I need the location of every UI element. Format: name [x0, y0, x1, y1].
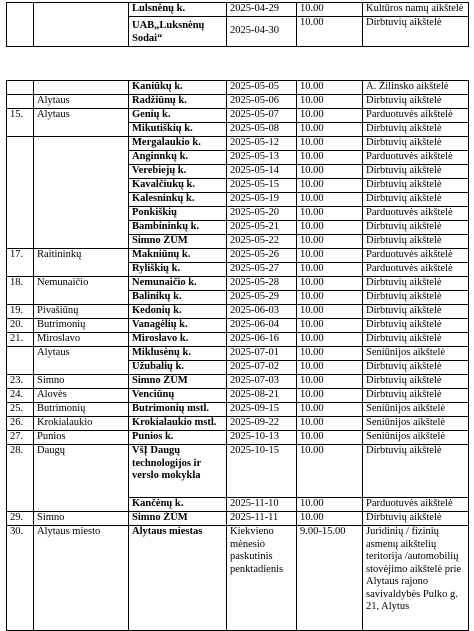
cell-time: 10.00	[297, 389, 363, 403]
cell-time: 10.00	[297, 319, 363, 333]
cell-location: Seniūnijos aikštelė	[363, 403, 469, 417]
cell-location: Dirbtuvių aikštelė	[363, 512, 469, 526]
cell-place: Kedonių k.	[129, 305, 227, 319]
cell-time: 10.00	[297, 263, 363, 277]
cell-date: 2025-05-29	[227, 291, 297, 305]
cell-date: 2025-06-16	[227, 333, 297, 347]
cell-nr	[7, 347, 34, 375]
table-row	[7, 512, 469, 526]
cell-time: 10.00	[297, 165, 363, 179]
cell-location: Dirbtuvių aikštelė	[363, 375, 469, 389]
cell-date: 2025-05-19	[227, 193, 297, 207]
cell-location: Dirbtuvių aikštelė	[363, 319, 469, 333]
cell-place: Kavalčiukų k.	[129, 179, 227, 193]
cell-location: Seniūnijos aikštelė	[363, 431, 469, 445]
cell-time: 10.00	[297, 137, 363, 151]
cell-place: Lulsnėnų k.	[129, 3, 227, 17]
cell-nr: 29.	[7, 512, 34, 526]
cell-time: 9.00-15.00	[297, 526, 363, 631]
cell-area: Alytaus	[34, 347, 129, 375]
cell-date: 2025-10-13	[227, 431, 297, 445]
cell-time: 10.00	[297, 235, 363, 249]
cell-date: 2025-05-26	[227, 249, 297, 263]
cell-date: 2025-05-20	[227, 207, 297, 221]
cell-nr: 27.	[7, 431, 34, 445]
cell-time: 10.00	[297, 277, 363, 291]
table-row	[7, 81, 469, 95]
cell-place: Anginnkų k.	[129, 151, 227, 165]
cell-date: 2025-05-08	[227, 123, 297, 137]
cell-location: Dirbtuvių aikštelė	[363, 123, 469, 137]
table-row	[7, 389, 469, 403]
cell-location: Dirbtuvių aikštelė	[363, 277, 469, 291]
cell-date: 2025-05-21	[227, 221, 297, 235]
cell-date: 2025-09-22	[227, 417, 297, 431]
cell-place: Nemunaičio k.	[129, 277, 227, 291]
cell-area	[34, 81, 129, 95]
cell-date: 2025-06-03	[227, 305, 297, 319]
cell-date: 2025-05-15	[227, 179, 297, 193]
schedule-table-top	[6, 2, 469, 47]
table-row	[7, 445, 469, 498]
cell-time: 10.00	[297, 109, 363, 123]
cell-nr	[7, 137, 34, 249]
cell-nr: 26.	[7, 417, 34, 431]
cell-place: Mergalaukio k.	[129, 137, 227, 151]
cell-place: Simno ŽŪM	[129, 375, 227, 389]
cell-nr	[7, 81, 34, 95]
table-row	[7, 417, 469, 431]
cell-nr: 21.	[7, 333, 34, 347]
cell-date: 2025-11-10	[227, 498, 297, 512]
cell-area	[34, 137, 129, 249]
cell-area: Punios	[34, 431, 129, 445]
cell-location: Dirbtuvių aikštelė	[363, 361, 469, 375]
cell-location: Seniūnijos aikštelė	[363, 347, 469, 361]
cell-date: 2025-07-02	[227, 361, 297, 375]
cell-place: Krokialaukio mstl.	[129, 417, 227, 431]
cell-area: Miroslavo	[34, 333, 129, 347]
table-row	[7, 277, 469, 291]
cell-area: Alytaus	[34, 109, 129, 137]
cell-date: 2025-05-22	[227, 235, 297, 249]
cell-location: Parduotuvės aikštelė	[363, 249, 469, 263]
cell-place: Alytaus miestas	[129, 526, 227, 631]
cell-area: Krokialaukio	[34, 417, 129, 431]
cell-place: VšĮ Daugų technologijos ir verslo mokykla	[129, 445, 227, 498]
cell-time: 10.00	[297, 207, 363, 221]
cell-date: 2025-05-06	[227, 95, 297, 109]
cell-location: Dirbtuvių aikštelė	[363, 179, 469, 193]
cell-time: 10.00	[297, 417, 363, 431]
cell-location: Juridinių / fizinių asmenų aikštelių teritorija /automobilių stovėjimo aikštelė prie Alytaus rajono savivaldybės Pulko g. 21, Alytus	[363, 526, 469, 631]
cell-nr	[7, 3, 34, 47]
table-row	[7, 403, 469, 417]
cell-location: Parduotuvės aikštelė	[363, 151, 469, 165]
cell-location: Parduotuvės aikštelė	[363, 207, 469, 221]
cell-time: 10.00	[297, 431, 363, 445]
cell-time: 10.00	[297, 361, 363, 375]
cell-time: 10.00	[297, 347, 363, 361]
cell-area: Daugų	[34, 445, 129, 512]
cell-time: 10.00	[297, 403, 363, 417]
cell-place: Bambininkų k.	[129, 221, 227, 235]
cell-time: 10.00	[297, 498, 363, 512]
cell-time: 10.00	[297, 3, 363, 17]
cell-nr: 28.	[7, 445, 34, 512]
table-row	[7, 137, 469, 151]
cell-place: Ponkiškių	[129, 207, 227, 221]
cell-place: Butrimonių mstl.	[129, 403, 227, 417]
cell-nr: 20.	[7, 319, 34, 333]
cell-location: Dirbtuvių aikštelė	[363, 389, 469, 403]
cell-place: Kalesninkų k.	[129, 193, 227, 207]
cell-location: Dirbtuvių aikštelė	[363, 165, 469, 179]
cell-time: 10.00	[297, 221, 363, 235]
cell-location: A. Žilinsko aikštelė	[363, 81, 469, 95]
cell-date: 2025-09-15	[227, 403, 297, 417]
cell-date: 2025-04-30	[227, 17, 297, 47]
table-row	[7, 319, 469, 333]
cell-location: Seniūnijos aikštelė	[363, 417, 469, 431]
cell-place: Miroslavo k.	[129, 333, 227, 347]
cell-date: 2025-05-13	[227, 151, 297, 165]
table-row	[7, 95, 469, 109]
cell-date: 2025-07-01	[227, 347, 297, 361]
cell-time: 10.00	[297, 17, 363, 47]
cell-time: 10.00	[297, 333, 363, 347]
cell-date: 2025-05-28	[227, 277, 297, 291]
cell-location: Dirbtuvių aikštelė	[363, 193, 469, 207]
cell-location: Dirbtuvių aikštelė	[363, 95, 469, 109]
cell-nr: 18.	[7, 277, 34, 305]
cell-place: Mikutiškių k.	[129, 123, 227, 137]
cell-area: Alovės	[34, 389, 129, 403]
cell-place: Kaniūkų k.	[129, 81, 227, 95]
cell-location: Kultūros namų aikštelė	[363, 3, 469, 17]
cell-time: 10.00	[297, 249, 363, 263]
table-row	[7, 431, 469, 445]
cell-place: Makniūnų k.	[129, 249, 227, 263]
cell-area	[34, 3, 129, 47]
cell-time: 10.00	[297, 375, 363, 389]
cell-place: Užubalių k.	[129, 361, 227, 375]
cell-location: Parduotuvės aikštelė	[363, 263, 469, 277]
cell-location: Dirbtuvių aikštelė	[363, 305, 469, 319]
cell-place: Miklusėnų k.	[129, 347, 227, 361]
cell-location: Dirbtuvių aikštelė	[363, 17, 469, 47]
cell-date: 2025-08-21	[227, 389, 297, 403]
cell-date: Kiekvieno mėnesio paskutinis penktadienis	[227, 526, 297, 631]
cell-area: Butrimonių	[34, 319, 129, 333]
cell-place: Balinikų k.	[129, 291, 227, 305]
cell-area: Nemunaičio	[34, 277, 129, 305]
cell-place: Vanagėlių k.	[129, 319, 227, 333]
table-row	[7, 109, 469, 123]
table-row	[7, 305, 469, 319]
cell-date: 2025-05-12	[227, 137, 297, 151]
cell-date: 2025-04-29	[227, 3, 297, 17]
cell-place: Radžiūnų k.	[129, 95, 227, 109]
schedule-table	[6, 80, 469, 631]
cell-date: 2025-07-03	[227, 375, 297, 389]
cell-nr: 25.	[7, 403, 34, 417]
cell-location: Dirbtuvių aikštelė	[363, 235, 469, 249]
cell-date: 2025-10-15	[227, 445, 297, 498]
cell-nr: 24.	[7, 389, 34, 403]
cell-place: UAB„Luksnėnų Sodai“	[129, 17, 227, 47]
cell-area: Pivašiūnų	[34, 305, 129, 319]
cell-place: Ryliškių k.	[129, 263, 227, 277]
cell-place: Verebiejų k.	[129, 165, 227, 179]
cell-time: 10.00	[297, 123, 363, 137]
cell-nr: 17.	[7, 249, 34, 277]
cell-place: Simno ŽŪM	[129, 235, 227, 249]
cell-location: Dirbtuvių aikštelė	[363, 221, 469, 235]
cell-time: 10.00	[297, 179, 363, 193]
cell-time: 10.00	[297, 81, 363, 95]
cell-date: 2025-05-07	[227, 109, 297, 123]
cell-time: 10.00	[297, 305, 363, 319]
schedule-body	[7, 81, 469, 631]
cell-date: 2025-05-05	[227, 81, 297, 95]
cell-place: Simno ŽŪM	[129, 512, 227, 526]
cell-time: 10.00	[297, 445, 363, 498]
table-row	[7, 3, 469, 17]
table-row	[7, 333, 469, 347]
cell-place: Kančėnų k.	[129, 498, 227, 512]
cell-area: Alytaus	[34, 95, 129, 109]
table-row	[7, 347, 469, 361]
cell-nr: 23.	[7, 375, 34, 389]
cell-place: Genių k.	[129, 109, 227, 123]
cell-area: Alytaus miesto	[34, 526, 129, 631]
cell-nr	[7, 95, 34, 109]
cell-location: Dirbtuvių aikštelė	[363, 291, 469, 305]
cell-nr: 19.	[7, 305, 34, 319]
cell-location: Parduotuvės aikštelė	[363, 498, 469, 512]
table-row	[7, 375, 469, 389]
cell-time: 10.00	[297, 151, 363, 165]
cell-place: Punios k.	[129, 431, 227, 445]
cell-location: Dirbtuvių aikštelė	[363, 333, 469, 347]
cell-date: 2025-05-14	[227, 165, 297, 179]
cell-nr: 15.	[7, 109, 34, 137]
cell-time: 10.00	[297, 291, 363, 305]
cell-location: Dirbtuvių aikštelė	[363, 137, 469, 151]
cell-date: 2025-06-04	[227, 319, 297, 333]
cell-time: 10.00	[297, 193, 363, 207]
cell-location: Dirbtuvių aikštelė	[363, 445, 469, 498]
table-row	[7, 526, 469, 631]
cell-area: Butrimonių	[34, 403, 129, 417]
cell-date: 2025-05-27	[227, 263, 297, 277]
cell-nr: 30.	[7, 526, 34, 631]
cell-date: 2025-11-11	[227, 512, 297, 526]
cell-area: Simno	[34, 512, 129, 526]
cell-area: Raitininkų	[34, 249, 129, 277]
table-row	[7, 249, 469, 263]
cell-location: Parduotuvės aikštelė	[363, 109, 469, 123]
cell-time: 10.00	[297, 512, 363, 526]
cell-place: Venciūnų	[129, 389, 227, 403]
cell-area: Simno	[34, 375, 129, 389]
cell-time: 10.00	[297, 95, 363, 109]
